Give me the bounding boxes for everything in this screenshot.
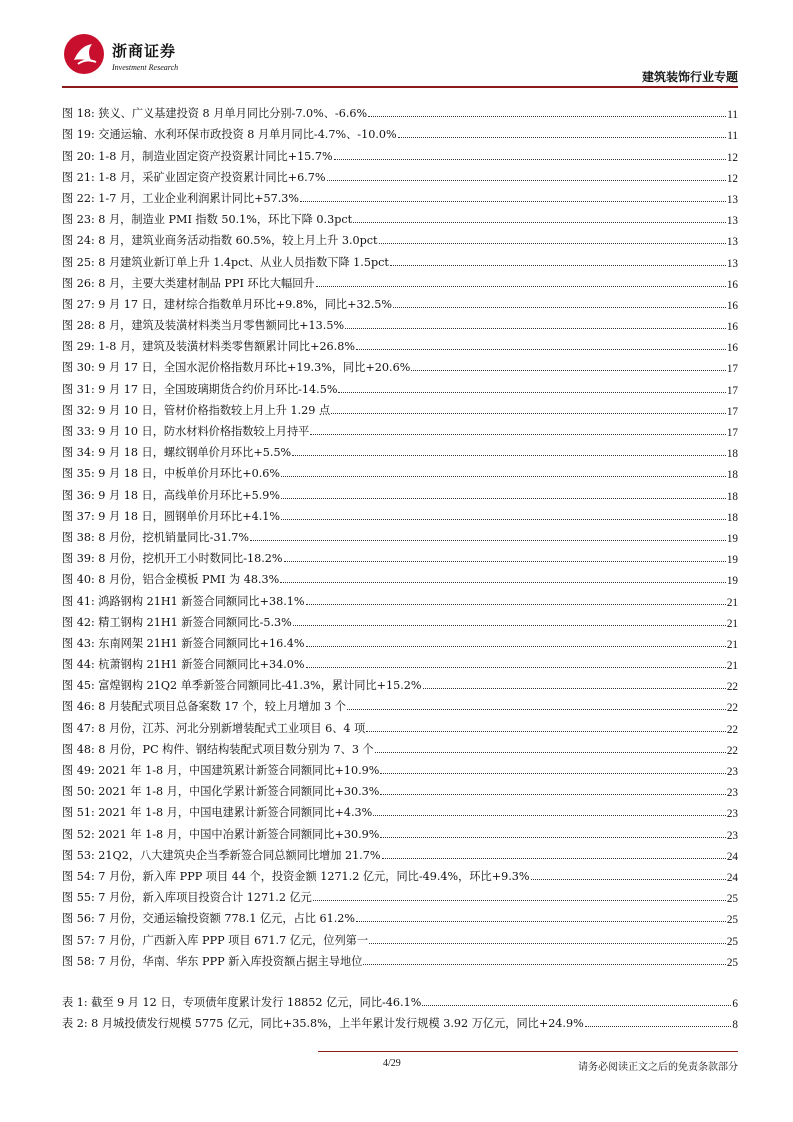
dot-leader (280, 581, 726, 583)
toc-table-entry[interactable] (62, 1010, 738, 1031)
header-divider (62, 86, 738, 88)
dot-leader (373, 814, 726, 816)
entry-label: 图 54: 7 月份，新入库 PPP 项目 44 个，投资金额 1271.2 亿元，同比-49.4%，环比+9.3% (62, 869, 530, 883)
entry-label: 图 50: 2021 年 1-8 月，中国化学累计新签合同额同比+30.3% (62, 785, 380, 799)
toc-figure-entry[interactable] (62, 481, 738, 502)
toc-figure-entry[interactable] (62, 778, 738, 799)
toc-figure-entry[interactable] (62, 375, 738, 396)
entry-page-number: 16 (726, 342, 738, 355)
company-logo-icon (62, 32, 106, 76)
dot-leader (380, 772, 725, 774)
toc-figure-entry[interactable] (62, 460, 738, 481)
dot-leader (281, 475, 726, 477)
entry-page-number: 19 (726, 532, 738, 545)
entry-page-number: 11 (727, 109, 738, 122)
entry-page-number: 16 (726, 321, 738, 334)
entry-label: 图 39: 8 月份，挖机开工小时数同比-18.2% (62, 552, 283, 566)
toc-figure-entry[interactable] (62, 736, 738, 757)
entry-label: 图 53: 21Q2，八大建筑央企当季新签合同总额同比增加 21.7% (62, 848, 381, 862)
dot-leader (356, 920, 726, 922)
toc-figure-entry[interactable] (62, 545, 738, 566)
dot-leader (284, 560, 726, 562)
entry-page-number: 12 (726, 172, 738, 185)
entry-page-number: 17 (726, 384, 738, 397)
dot-leader (422, 1004, 731, 1006)
entry-page-number: 18 (726, 469, 738, 482)
entry-label: 图 46: 8 月装配式项目总备案数 17 个，较上月增加 3 个 (62, 700, 346, 714)
toc-figure-entry[interactable] (62, 312, 738, 333)
disclaimer-note: 请务必阅读正文之后的免责条款部分 (578, 1062, 738, 1073)
entry-page-number: 25 (726, 956, 738, 969)
report-category-title: 建筑装饰行业专题 (641, 70, 738, 84)
entry-label: 图 28: 8 月，建筑及装潢材料类当月零售额同比+13.5% (62, 319, 345, 333)
entry-page-number: 17 (726, 405, 738, 418)
toc-figure-entry[interactable] (62, 524, 738, 545)
toc-figure-entry[interactable] (62, 354, 738, 375)
toc-figure-entry[interactable] (62, 651, 738, 672)
dot-leader (293, 624, 726, 626)
entry-label: 图 19: 交通运输、水利环保市政投资 8 月单月同比-4.7%、-10.0% (62, 128, 397, 142)
entry-label: 表 2: 8 月城投债发行规模 5775 亿元，同比+35.8%，上半年累计发行规模 3.92 万亿元，同比+24.9% (62, 1017, 584, 1031)
entry-page-number: 19 (726, 554, 738, 567)
dot-leader (356, 348, 726, 350)
entry-page-number: 13 (726, 257, 738, 270)
dot-leader (347, 708, 726, 710)
toc-figure-entry[interactable] (62, 693, 738, 714)
toc-figure-entry[interactable] (62, 248, 738, 269)
page-number: 4/29 (383, 1058, 401, 1069)
toc-figure-entry[interactable] (62, 418, 738, 439)
entry-page-number: 23 (726, 787, 738, 800)
dot-leader (531, 878, 726, 880)
entry-page-number: 13 (726, 193, 738, 206)
entry-label: 图 44: 杭萧钢构 21H1 新签合同额同比+34.0% (62, 658, 305, 672)
entry-page-number: 22 (726, 681, 738, 694)
entry-page-number: 8 (732, 1019, 738, 1032)
entry-label: 图 27: 9 月 17 日，建材综合指数单月环比+9.8%，同比+32.5% (62, 297, 393, 311)
entry-page-number: 13 (726, 215, 738, 228)
entry-label: 图 33: 9 月 10 日，防水材料价格指数较上月持平 (62, 425, 310, 438)
toc-figure-entry[interactable] (62, 948, 738, 969)
dot-leader (313, 899, 726, 901)
entry-page-number: 17 (726, 363, 738, 376)
list-gap (62, 969, 738, 989)
entry-page-number: 16 (726, 278, 738, 291)
dot-leader (375, 751, 726, 753)
toc-figure-entry[interactable] (62, 672, 738, 693)
toc-figure-entry[interactable] (62, 185, 738, 206)
entry-label: 图 32: 9 月 10 日，管材价格指数较上月上升 1.29 点 (62, 403, 331, 417)
toc-figure-entry[interactable] (62, 905, 738, 926)
dot-leader (393, 306, 726, 308)
toc-figure-entry[interactable] (62, 884, 738, 905)
entry-label: 图 38: 8 月份，挖机销量同比-31.7% (62, 530, 249, 544)
toc-figure-entry[interactable] (62, 842, 738, 863)
entry-label: 图 36: 9 月 18 日，高线单价月环比+5.9% (62, 488, 280, 502)
entry-label: 图 20: 1-8 月，制造业固定资产投资累计同比+15.7% (62, 149, 333, 163)
footer-divider (318, 1051, 738, 1052)
entry-page-number: 21 (726, 638, 738, 651)
entry-label: 图 26: 8 月，主要大类建材制品 PPI 环比大幅回升 (62, 276, 315, 290)
dot-leader (390, 264, 726, 266)
toc-figure-entry[interactable] (62, 926, 738, 947)
toc-figure-entry[interactable] (62, 630, 738, 651)
entry-label: 表 1: 截至 9 月 12 日，专项债年度累计发行 18852 亿元，同比-46.1% (62, 995, 422, 1009)
entry-label: 图 45: 富煌钢构 21Q2 单季新签合同额同比-41.3%，累计同比+15.2% (62, 679, 422, 693)
toc-figure-entry[interactable] (62, 291, 738, 312)
toc-figure-entry[interactable] (62, 439, 738, 460)
dot-leader (281, 497, 726, 499)
entry-page-number: 25 (726, 893, 738, 906)
entry-label: 图 29: 1-8 月，建筑及装潢材料类零售额累计同比+26.8% (62, 340, 355, 354)
dot-leader (310, 433, 725, 435)
entry-page-number: 25 (726, 914, 738, 927)
entry-label: 图 49: 2021 年 1-8 月，中国建筑累计新签合同额同比+10.9% (62, 764, 380, 777)
entry-label: 图 30: 9 月 17 日，全国水泥价格指数月环比+19.3%，同比+20.6% (62, 361, 411, 375)
toc-figure-entry[interactable] (62, 142, 738, 163)
entry-label: 图 34: 9 月 18 日，螺纹钢单价月环比+5.5% (62, 446, 292, 460)
toc-figure-entry[interactable] (62, 164, 738, 185)
entry-label: 图 56: 7 月份，交通运输投资额 778.1 亿元，占比 61.2% (62, 912, 356, 926)
entry-label: 图 40: 8 月份，铝合金模板 PMI 为 48.3% (62, 573, 280, 587)
entry-label: 图 24: 8 月，建筑业商务活动指数 60.5%，较上月上升 3.0pct (62, 234, 378, 248)
entry-page-number: 13 (726, 236, 738, 249)
entry-page-number: 21 (726, 617, 738, 630)
dot-leader (292, 454, 726, 456)
entry-label: 图 41: 鸿路钢构 21H1 新签合同额同比+38.1% (62, 594, 305, 608)
entry-page-number: 21 (726, 596, 738, 609)
entry-label: 图 18: 狭义、广义基建投资 8 月单月同比分别-7.0%、-6.6% (62, 107, 368, 121)
dot-leader (423, 687, 726, 689)
dot-leader (331, 412, 726, 414)
entry-page-number: 24 (726, 871, 738, 884)
entry-label: 图 48: 8 月份，PC 构件、钢结构装配式项目数分别为 7、3 个 (62, 742, 374, 756)
entry-page-number: 23 (726, 766, 738, 778)
toc-figure-entry[interactable] (62, 609, 738, 630)
toc-figure-entry[interactable] (62, 820, 738, 841)
table-of-figures (62, 100, 738, 1031)
toc-table-entry[interactable] (62, 989, 738, 1010)
page-header (62, 32, 738, 90)
entry-label: 图 22: 1-7 月，工业企业利润累计同比+57.3% (62, 191, 300, 205)
toc-figure-entry[interactable] (62, 566, 738, 587)
entry-page-number: 17 (726, 427, 738, 439)
toc-figure-entry[interactable] (62, 227, 738, 248)
entry-page-number: 22 (726, 723, 738, 736)
figure-list (62, 100, 738, 969)
entry-page-number: 24 (726, 850, 738, 863)
entry-page-number: 18 (726, 490, 738, 503)
dot-leader (327, 179, 726, 181)
table-list (62, 989, 738, 1031)
dot-leader (380, 793, 725, 795)
toc-figure-entry[interactable] (62, 714, 738, 735)
entry-label: 图 42: 精工钢构 21H1 新签合同额同比-5.3% (62, 615, 292, 629)
brand-name: 浙商证券 (112, 42, 177, 60)
dot-leader (306, 666, 726, 668)
entry-page-number: 22 (726, 744, 738, 757)
dot-leader (398, 136, 727, 138)
toc-figure-entry[interactable] (62, 503, 738, 524)
dot-leader (306, 603, 726, 605)
dot-leader (363, 963, 725, 965)
entry-page-number: 22 (726, 702, 738, 715)
toc-figure-entry[interactable] (62, 121, 738, 142)
dot-leader (316, 285, 726, 287)
entry-label: 图 25: 8 月建筑业新订单上升 1.4pct、从业人员指数下降 1.5pct (62, 255, 389, 269)
dot-leader (379, 242, 726, 244)
entry-page-number: 23 (726, 829, 738, 842)
entry-page-number: 25 (726, 935, 738, 948)
dot-leader (380, 836, 725, 838)
entry-label: 图 58: 7 月份，华南、华东 PPP 新入库投资额占据主导地位 (62, 954, 363, 968)
dot-leader (306, 645, 726, 647)
toc-figure-entry[interactable] (62, 100, 738, 121)
entry-page-number: 16 (726, 299, 738, 312)
dot-leader (250, 539, 726, 541)
entry-label: 图 35: 9 月 18 日，中板单价月环比+0.6% (62, 467, 280, 481)
entry-label: 图 51: 2021 年 1-8 月，中国电建累计新签合同额同比+4.3% (62, 806, 373, 820)
toc-figure-entry[interactable] (62, 587, 738, 608)
entry-label: 图 43: 东南网架 21H1 新签合同额同比+16.4% (62, 636, 305, 650)
dot-leader (281, 518, 726, 520)
entry-page-number: 23 (726, 808, 738, 821)
entry-label: 图 55: 7 月份，新入库项目投资合计 1271.2 亿元 (62, 891, 312, 905)
entry-page-number: 19 (726, 575, 738, 588)
toc-figure-entry[interactable] (62, 333, 738, 354)
entry-label: 图 31: 9 月 17 日，全国玻璃期货合约价月环比-14.5% (62, 382, 338, 396)
entry-page-number: 18 (726, 448, 738, 461)
toc-figure-entry[interactable] (62, 206, 738, 227)
entry-page-number: 11 (727, 130, 738, 143)
entry-label: 图 47: 8 月份，江苏、河北分别新增装配式工业项目 6、4 项 (62, 721, 366, 735)
toc-figure-entry[interactable] (62, 270, 738, 291)
entry-label: 图 37: 9 月 18 日，圆钢单价月环比+4.1% (62, 509, 280, 523)
entry-page-number: 18 (726, 511, 738, 524)
dot-leader (300, 200, 726, 202)
dot-leader (338, 391, 725, 393)
entry-label: 图 21: 1-8 月，采矿业固定资产投资累计同比+6.7% (62, 170, 326, 184)
toc-figure-entry[interactable] (62, 397, 738, 418)
toc-figure-entry[interactable] (62, 799, 738, 820)
dot-leader (369, 942, 726, 944)
dot-leader (585, 1025, 732, 1027)
toc-figure-entry[interactable] (62, 757, 738, 778)
entry-label: 图 52: 2021 年 1-8 月，中国中冶累计新签合同额同比+30.9% (62, 827, 380, 841)
dot-leader (368, 115, 726, 117)
entry-page-number: 12 (726, 151, 738, 164)
entry-label: 图 23: 8 月，制造业 PMI 指数 50.1%，环比下降 0.3pct (62, 213, 353, 227)
dot-leader (411, 369, 725, 371)
dot-leader (382, 857, 726, 859)
dot-leader (353, 221, 726, 223)
dot-leader (345, 327, 726, 329)
dot-leader (334, 158, 726, 160)
entry-page-number: 21 (726, 660, 738, 673)
toc-figure-entry[interactable] (62, 863, 738, 884)
entry-label: 图 57: 7 月份，广西新入库 PPP 项目 671.7 亿元，位列第一 (62, 933, 369, 947)
entry-page-number: 6 (732, 997, 738, 1010)
brand-english: Investment Research (112, 63, 179, 72)
dot-leader (366, 730, 726, 732)
